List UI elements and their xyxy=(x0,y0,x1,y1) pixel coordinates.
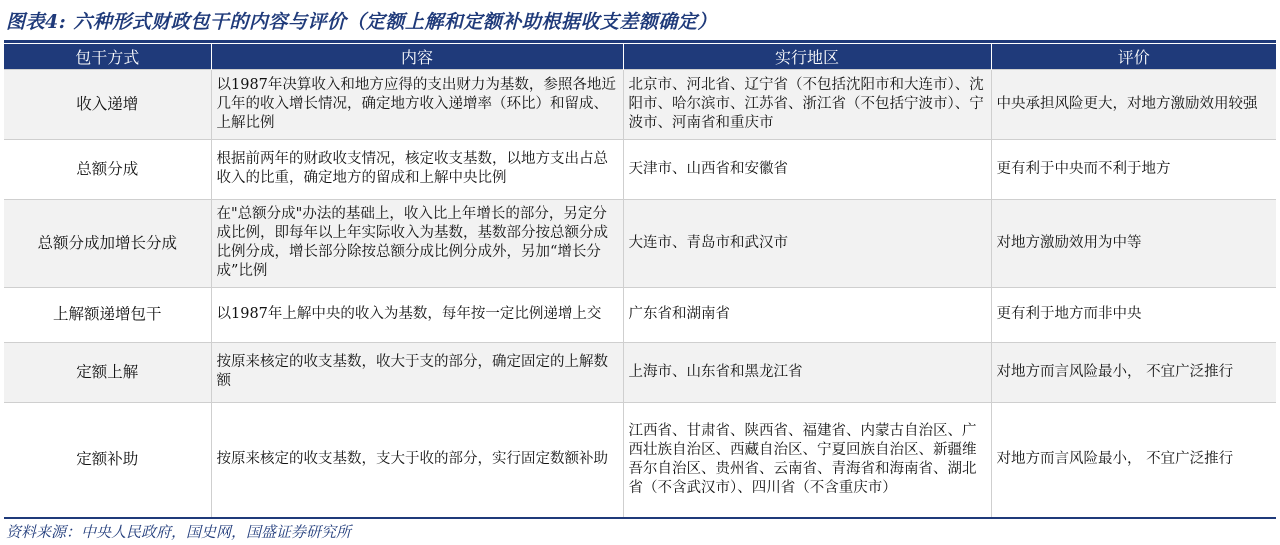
fiscal-contract-table xyxy=(4,44,1276,519)
cell-regions: 北京市、河北省、辽宁省（不包括沈阳市和大连市）、沈阳市、哈尔滨市、江苏省、浙江省（不包括宁波市）、宁波市、河南省和重庆市 xyxy=(623,69,991,139)
cell-content: 根据前两年的财政收支情况，核定收支基数，以地方支出占总收入的比重，确定地方的留成和上解中央比例 xyxy=(211,139,623,199)
table-row xyxy=(4,287,1276,342)
cell-evaluation: 对地方而言风险最小， 不宜广泛推行 xyxy=(991,342,1276,402)
table-row xyxy=(4,199,1276,287)
cell-regions: 江西省、甘肃省、陕西省、福建省、内蒙古自治区、广西壮族自治区、西藏自治区、宁夏回族自治区、新疆维吾尔自治区、贵州省、云南省、青海省和海南省、湖北省（不含武汉市）、四川省（不含重庆市） xyxy=(623,402,991,518)
cell-method: 总额分成 xyxy=(4,139,211,199)
cell-method: 收入递增 xyxy=(4,69,211,139)
cell-method: 定额上解 xyxy=(4,342,211,402)
cell-content: 以1987年决算收入和地方应得的支出财力为基数，参照各地近几年的收入增长情况，确定地方收入递增率（环比）和留成、上解比例 xyxy=(211,69,623,139)
table-row xyxy=(4,402,1276,518)
table-row xyxy=(4,342,1276,402)
source-note: 资料来源：中央人民政府，国史网，国盛证券研究所 xyxy=(6,523,352,541)
cell-evaluation: 更有利于地方而非中央 xyxy=(991,287,1276,342)
table-header-row xyxy=(4,44,1276,69)
table-row xyxy=(4,69,1276,139)
cell-method: 上解额递增包干 xyxy=(4,287,211,342)
header-evaluation: 评价 xyxy=(991,44,1276,69)
cell-content: 以1987年上解中央的收入为基数，每年按一定比例递增上交 xyxy=(211,287,623,342)
cell-evaluation: 对地方激励效用为中等 xyxy=(991,199,1276,287)
cell-method: 定额补助 xyxy=(4,402,211,518)
cell-regions: 广东省和湖南省 xyxy=(623,287,991,342)
table-row xyxy=(4,139,1276,199)
figure-title: 图表4: 六种形式财政包干的内容与评价（定额上解和定额补助根据收支差额确定） xyxy=(6,11,717,33)
cell-regions: 大连市、青岛市和武汉市 xyxy=(623,199,991,287)
cell-method: 总额分成加增长分成 xyxy=(4,199,211,287)
cell-evaluation: 对地方而言风险最小， 不宜广泛推行 xyxy=(991,402,1276,518)
cell-evaluation: 中央承担风险更大，对地方激励效用较强 xyxy=(991,69,1276,139)
cell-evaluation: 更有利于中央而不利于地方 xyxy=(991,139,1276,199)
header-method: 包干方式 xyxy=(4,44,211,69)
title-divider xyxy=(4,40,1276,43)
header-regions: 实行地区 xyxy=(623,44,991,69)
cell-content: 按原来核定的收支基数，支大于收的部分，实行固定数额补助 xyxy=(211,402,623,518)
cell-regions: 上海市、山东省和黑龙江省 xyxy=(623,342,991,402)
cell-content: 在"总额分成"办法的基础上，收入比上年增长的部分，另定分成比例，即每年以上年实际收入为基数，基数部分按总额分成比例分成，增长部分除按总额分成比例分成外，另加“增长分成”比例 xyxy=(211,199,623,287)
header-content: 内容 xyxy=(211,44,623,69)
cell-content: 按原来核定的收支基数，收大于支的部分，确定固定的上解数额 xyxy=(211,342,623,402)
cell-regions: 天津市、山西省和安徽省 xyxy=(623,139,991,199)
